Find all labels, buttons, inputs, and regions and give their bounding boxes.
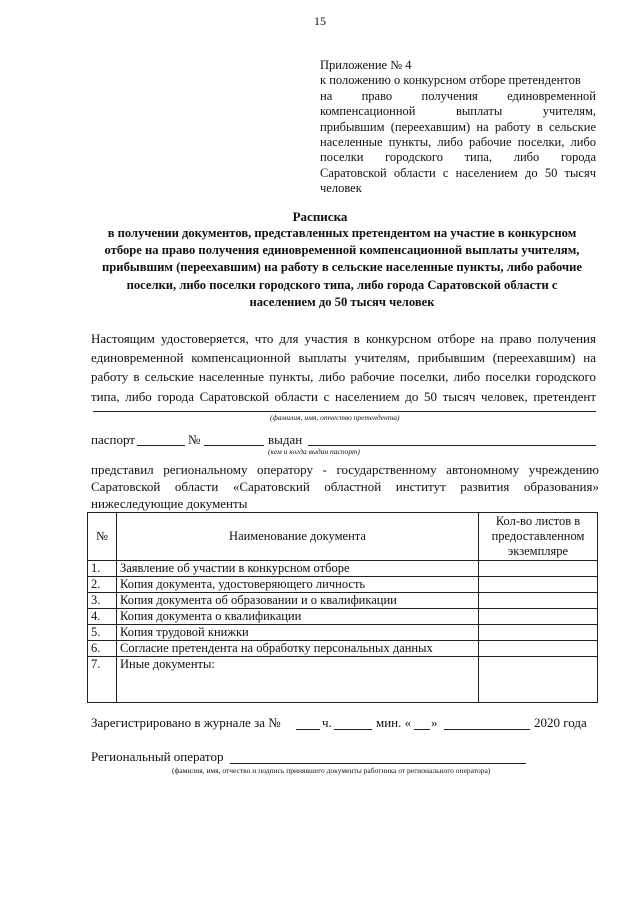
appendix-line: компенсационной выплаты учителям, bbox=[320, 104, 596, 119]
subtitle-line: в получении документов, представленных претендентом на участие в конкурсном bbox=[107, 226, 577, 240]
appendix-line: Саратовской области с населением до 50 тысяч bbox=[320, 165, 596, 180]
receipt-title: Расписка bbox=[292, 209, 348, 224]
year-suffix: 2020 года bbox=[534, 715, 587, 730]
issued-label: выдан bbox=[268, 432, 303, 447]
body-paragraph bbox=[91, 329, 596, 406]
body-line: единовременной компенсационной выплаты учителям, прибывшим (переехавшим) на bbox=[91, 350, 596, 366]
operator-label: Региональный оператор bbox=[91, 749, 224, 764]
operator-caption: (фамилия, имя, отчество и подпись принявшего документы работника от регионального оператора) bbox=[172, 766, 491, 775]
row-number: 6. bbox=[88, 641, 117, 657]
passport-series-field[interactable] bbox=[137, 445, 185, 446]
minute-label: мин. « bbox=[376, 715, 412, 730]
row-sheet-count-cell[interactable] bbox=[479, 609, 598, 625]
row-sheet-count-cell[interactable] bbox=[479, 561, 598, 577]
row-document-name: Иные документы: bbox=[117, 657, 479, 703]
appendix-line: населенные пункты, либо рабочие поселки, либо bbox=[320, 135, 596, 150]
journal-number-field[interactable] bbox=[296, 729, 320, 730]
issued-caption: (кем и когда выдан паспорт) bbox=[268, 447, 360, 456]
row-sheet-count-cell[interactable] bbox=[479, 625, 598, 641]
table-row bbox=[88, 593, 598, 609]
row-sheet-count-cell[interactable] bbox=[479, 593, 598, 609]
row-sheet-count-cell[interactable] bbox=[479, 641, 598, 657]
table-row bbox=[88, 609, 598, 625]
quote-close: » bbox=[431, 715, 438, 730]
row-document-name: Копия трудовой книжки bbox=[117, 625, 479, 641]
body-line: работу в сельские населенные пункты, либо рабочие поселки, либо поселки городского bbox=[91, 369, 596, 385]
subtitle-line: населением до 50 тысяч человек bbox=[249, 294, 435, 309]
body-line: Настоящим удостоверяется, что для участия в конкурсном отборе на право получения bbox=[91, 331, 596, 346]
header-count-line: экземпляре bbox=[507, 544, 569, 558]
presented-line: Саратовской области «Саратовский областной институт развития образования» bbox=[91, 479, 599, 494]
presented-line: нижеследующие документы bbox=[91, 496, 248, 511]
appendix-line: поселки городского типа, либо города bbox=[320, 150, 596, 165]
header-number: № bbox=[88, 513, 117, 561]
appendix-line: человек bbox=[320, 181, 362, 196]
header-count-line: предоставленном bbox=[491, 529, 585, 543]
receipt-subtitle bbox=[88, 225, 596, 311]
appendix-block bbox=[320, 58, 596, 197]
month-field[interactable] bbox=[444, 729, 530, 730]
subtitle-line: поселки, либо поселки городского типа, либо города Саратовской области с bbox=[126, 277, 558, 292]
row-document-name: Копия документа, удостоверяющего личность bbox=[117, 577, 479, 593]
presented-paragraph bbox=[91, 461, 599, 512]
row-number: 4. bbox=[88, 609, 117, 625]
minutes-field[interactable] bbox=[334, 729, 372, 730]
row-sheet-count-cell[interactable] bbox=[479, 657, 598, 703]
row-document-name: Заявление об участии в конкурсном отборе bbox=[117, 561, 479, 577]
table-row bbox=[88, 657, 598, 703]
issued-by-field[interactable] bbox=[308, 445, 596, 446]
subtitle-line: отборе на право получения единовременной компенсационной выплаты учителям, bbox=[104, 243, 580, 258]
row-number: 7. bbox=[88, 657, 117, 703]
table-row bbox=[88, 641, 598, 657]
row-document-name: Копия документа об образовании и о квалификации bbox=[117, 593, 479, 609]
row-document-name: Согласие претендента на обработку персональных данных bbox=[117, 641, 479, 657]
table-row bbox=[88, 577, 598, 593]
appendix-line: на право получения единовременной bbox=[320, 88, 596, 103]
passport-number-label: № bbox=[188, 432, 201, 447]
page-number: 15 bbox=[314, 14, 326, 28]
table-row bbox=[88, 561, 598, 577]
header-sheet-count bbox=[479, 513, 598, 561]
registered-label: Зарегистрировано в журнале за № bbox=[91, 715, 281, 730]
applicant-name-field[interactable] bbox=[93, 411, 596, 412]
row-number: 3. bbox=[88, 593, 117, 609]
hour-suffix: ч. bbox=[322, 715, 332, 730]
header-count-line: Кол-во листов в bbox=[495, 514, 581, 528]
row-number: 1. bbox=[88, 561, 117, 577]
header-document-name: Наименование документа bbox=[117, 513, 479, 561]
passport-label: паспорт bbox=[91, 432, 135, 447]
body-line: типа, либо города Саратовской области с населением до 50 тысяч человек, претендент bbox=[91, 388, 596, 404]
row-document-name: Копия документа о квалификации bbox=[117, 609, 479, 625]
subtitle-line: прибывшим (переехавшим) на работу в сельские населенные пункты, либо рабочие bbox=[102, 260, 582, 275]
documents-table bbox=[87, 512, 598, 703]
table-header-row bbox=[88, 513, 598, 561]
day-field[interactable] bbox=[414, 729, 430, 730]
applicant-name-caption: (фамилия, имя, отчество претендента) bbox=[270, 413, 400, 422]
row-number: 5. bbox=[88, 625, 117, 641]
row-sheet-count-cell[interactable] bbox=[479, 577, 598, 593]
table-row bbox=[88, 625, 598, 641]
operator-signature-field[interactable] bbox=[230, 763, 526, 764]
row-number: 2. bbox=[88, 577, 117, 593]
appendix-line: прибывшим (переехавшим) на работу в сельские bbox=[320, 119, 596, 134]
passport-number-field[interactable] bbox=[204, 445, 264, 446]
presented-line: представил региональному оператору - государственному автономному учреждению bbox=[91, 462, 599, 477]
appendix-line: к положению о конкурсном отборе претендентов bbox=[320, 73, 581, 88]
appendix-title: Приложение № 4 bbox=[320, 58, 412, 72]
